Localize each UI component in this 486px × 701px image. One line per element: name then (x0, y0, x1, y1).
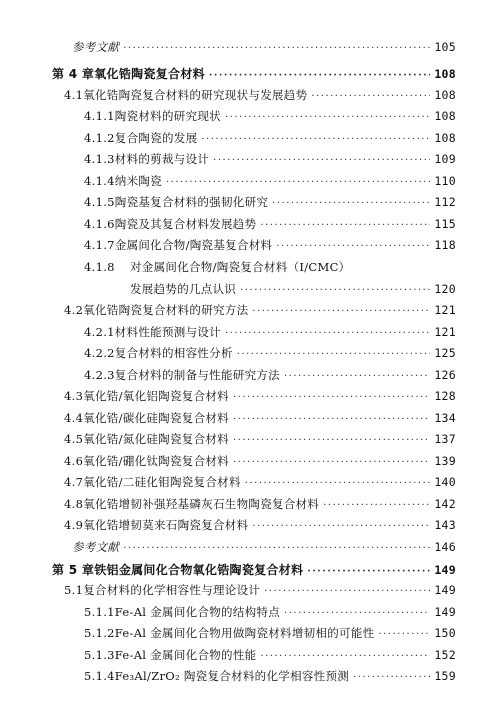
toc-entry-number: 4.6 (64, 454, 84, 468)
dot-leader (323, 500, 430, 511)
toc-entry (64, 410, 456, 426)
toc-entry-page: 140 (434, 475, 456, 489)
toc-entry-number: 4.9 (64, 518, 84, 532)
toc-entry-page: 108 (434, 67, 456, 81)
toc-entry-title: 纳米陶瓷 (114, 174, 162, 188)
toc-entry-title: Fe-Al 金属间化合物的性能 (114, 648, 257, 662)
toc-entry-number: 4.2.2 (84, 346, 115, 360)
toc-entry (84, 259, 350, 275)
toc-entry (84, 108, 456, 124)
toc-entry-number: 4.1.8 (84, 260, 115, 274)
toc-entry-title: 参考文献 (72, 540, 120, 554)
toc-entry (64, 582, 456, 598)
toc-entry-page: 128 (434, 389, 456, 403)
dot-leader (307, 566, 430, 577)
toc-entry-number: 4.7 (64, 475, 84, 489)
dot-leader (201, 134, 430, 145)
toc-entry (84, 237, 456, 253)
toc-entry-number: 4.1.1 (84, 109, 115, 123)
toc-entry-number: 5.1.3 (84, 648, 115, 662)
toc-entry-number: 4.1.7 (84, 238, 115, 252)
dot-leader (233, 457, 430, 468)
toc-entry-title: 氧化锆陶瓷复合材料的研究方法 (83, 303, 249, 317)
toc-entry-title: 复合陶瓷的发展 (114, 131, 198, 145)
toc-entry (84, 604, 456, 620)
toc-entry (64, 87, 456, 103)
dot-leader (252, 521, 430, 532)
toc-entry-title: 复合材料的制备与性能研究方法 (114, 368, 280, 382)
dot-leader (237, 349, 430, 360)
toc-entry-number: 4.1.6 (84, 217, 115, 231)
toc-entry-title: 陶瓷基复合材料的强韧化研究 (114, 195, 269, 209)
toc-entry-title: 氧化锆增韧莫来石陶瓷复合材料 (83, 518, 249, 532)
toc-entry (64, 453, 456, 469)
toc-entry-page: 159 (434, 669, 456, 683)
dot-leader (252, 306, 430, 317)
toc-entry-number: 4.2.3 (84, 368, 115, 382)
toc-entry-page: 149 (434, 563, 456, 577)
toc-entry-page: 115 (434, 217, 456, 231)
toc-entry (84, 345, 456, 361)
toc-entry-number: 4.2.1 (84, 325, 115, 339)
toc-entry-title: 氧化锆陶瓷复合材料的研究现状与发展趋势 (83, 88, 308, 102)
toc-entry (52, 65, 456, 82)
dot-leader (225, 328, 430, 339)
toc-entry (72, 539, 456, 555)
toc-entry-page: 126 (434, 368, 456, 382)
dot-leader (311, 91, 430, 102)
toc-entry (64, 517, 456, 533)
toc-entry-title: 对金属间化合物/陶瓷复合材料（I/CMC） (130, 260, 351, 274)
dot-leader (276, 241, 430, 252)
dot-leader (284, 608, 430, 619)
dot-leader (272, 198, 430, 209)
toc-entry-page: 121 (434, 303, 456, 317)
dot-leader (233, 435, 430, 446)
toc-entry (64, 431, 456, 447)
dot-leader (264, 586, 430, 597)
toc-entry (84, 173, 456, 189)
toc-entry-number: 4.2 (64, 303, 84, 317)
toc-entry (84, 130, 456, 146)
toc-entry-title: Fe-Al 金属间化合物用做陶瓷材料增韧相的可能性 (114, 626, 375, 640)
toc-entry-title: Fe₃Al/ZrO₂ 陶瓷复合材料的化学相容性预测 (114, 669, 350, 683)
toc-entry (84, 151, 456, 167)
dot-leader (209, 70, 430, 81)
dot-leader (233, 414, 430, 425)
toc-entry-page: 152 (434, 648, 456, 662)
dot-leader (240, 285, 430, 296)
toc-entry-page: 121 (434, 325, 456, 339)
toc-entry-page: 108 (434, 88, 456, 102)
toc-entry (84, 625, 456, 641)
toc-entry-page: 118 (434, 238, 456, 252)
dot-leader (225, 112, 430, 123)
toc-entry (64, 496, 456, 512)
dot-leader (123, 43, 430, 54)
toc-entry-page: 143 (434, 518, 456, 532)
toc-entry-page: 149 (434, 605, 456, 619)
toc-entry-page: 109 (434, 152, 456, 166)
toc-entry (84, 324, 456, 340)
toc-entry-page: 134 (434, 411, 456, 425)
toc-entry (84, 216, 456, 232)
toc-entry-page: 150 (434, 626, 456, 640)
dot-leader (245, 478, 430, 489)
dot-leader (378, 629, 430, 640)
toc-entry-number: 4.3 (64, 389, 84, 403)
dot-leader (260, 220, 430, 231)
toc-entry-number: 4.8 (64, 497, 84, 511)
toc-entry-number: 4.4 (64, 411, 84, 425)
toc-entry-number: 第 4 章 (52, 67, 95, 81)
toc-entry-title: 材料性能预测与设计 (114, 325, 221, 339)
toc-entry-number: 4.1.4 (84, 174, 115, 188)
toc-entry-number: 5.1.1 (84, 605, 115, 619)
toc-entry (52, 561, 456, 578)
toc-entry (72, 39, 456, 55)
dot-leader (166, 177, 430, 188)
toc-entry-continuation (130, 281, 456, 297)
toc-entry-number: 4.1 (64, 88, 84, 102)
toc-entry-title: 复合材料的相容性分析 (114, 346, 233, 360)
toc-entry (64, 474, 456, 490)
toc-entry-title: 金属间化合物/陶瓷基复合材料 (114, 238, 273, 252)
toc-entry-page: 142 (434, 497, 456, 511)
toc-entry (64, 302, 456, 318)
toc-entry-number: 5.1.2 (84, 626, 115, 640)
toc-entry-title-continued: 发展趋势的几点认识 (130, 282, 237, 296)
toc-entry (84, 668, 456, 684)
toc-entry-title: 氧化锆/二硅化钼陶瓷复合材料 (83, 475, 241, 489)
toc-entry (64, 388, 456, 404)
toc-entry-page: 108 (434, 109, 456, 123)
dot-leader (233, 392, 430, 403)
toc-entry-title: 氧化锆/碳化硅陶瓷复合材料 (83, 411, 229, 425)
toc-entry-number: 5.1 (64, 583, 84, 597)
toc-entry-number: 4.1.3 (84, 152, 115, 166)
toc-entry-page: 120 (434, 282, 456, 296)
toc-entry-page: 146 (434, 540, 456, 554)
toc-entry-title: 氧化锆/氧化铝陶瓷复合材料 (83, 389, 229, 403)
toc-entry-number: 第 5 章 (52, 563, 95, 577)
toc-entry-title: 陶瓷材料的研究现状 (114, 109, 221, 123)
toc-entry (84, 367, 456, 383)
toc-entry-page: 105 (434, 40, 456, 54)
toc-entry-page: 110 (434, 174, 456, 188)
toc-entry-title: 陶瓷及其复合材料发展趋势 (114, 217, 257, 231)
toc-entry-number: 4.1.5 (84, 195, 115, 209)
toc-entry-title: 复合材料的化学相容性与理论设计 (83, 583, 261, 597)
toc-entry-title: 参考文献 (72, 40, 120, 54)
toc-entry-number: 4.1.2 (84, 131, 115, 145)
dot-leader (213, 155, 430, 166)
toc-entry (84, 194, 456, 210)
toc-entry-number: 5.1.4 (84, 669, 115, 683)
dot-leader (284, 371, 430, 382)
dot-leader (260, 651, 430, 662)
toc-entry-title: 氧化锆/氮化硅陶瓷复合材料 (83, 432, 229, 446)
toc-entry-title: Fe-Al 金属间化合物的结构特点 (114, 605, 281, 619)
toc-entry-page: 149 (434, 583, 456, 597)
toc-entry (84, 647, 456, 663)
toc-entry-page: 139 (434, 454, 456, 468)
toc-entry-page: 137 (434, 432, 456, 446)
toc-entry-title: 氧化锆增韧补强羟基磷灰石生物陶瓷复合材料 (83, 497, 320, 511)
toc-entry-title: 氧化锆/硼化钛陶瓷复合材料 (83, 454, 229, 468)
dot-leader (123, 543, 430, 554)
toc-entry-title: 材料的剪裁与设计 (114, 152, 210, 166)
toc-entry-page: 112 (434, 195, 456, 209)
toc-entry-page: 108 (434, 131, 456, 145)
toc-entry-page: 125 (434, 346, 456, 360)
toc-entry-title: 铁铝金属间化合物氧化锆陶瓷复合材料 (94, 563, 304, 577)
dot-leader (353, 672, 430, 683)
toc-entry-title: 氧化锆陶瓷复合材料 (94, 67, 205, 81)
toc-entry-number: 4.5 (64, 432, 84, 446)
